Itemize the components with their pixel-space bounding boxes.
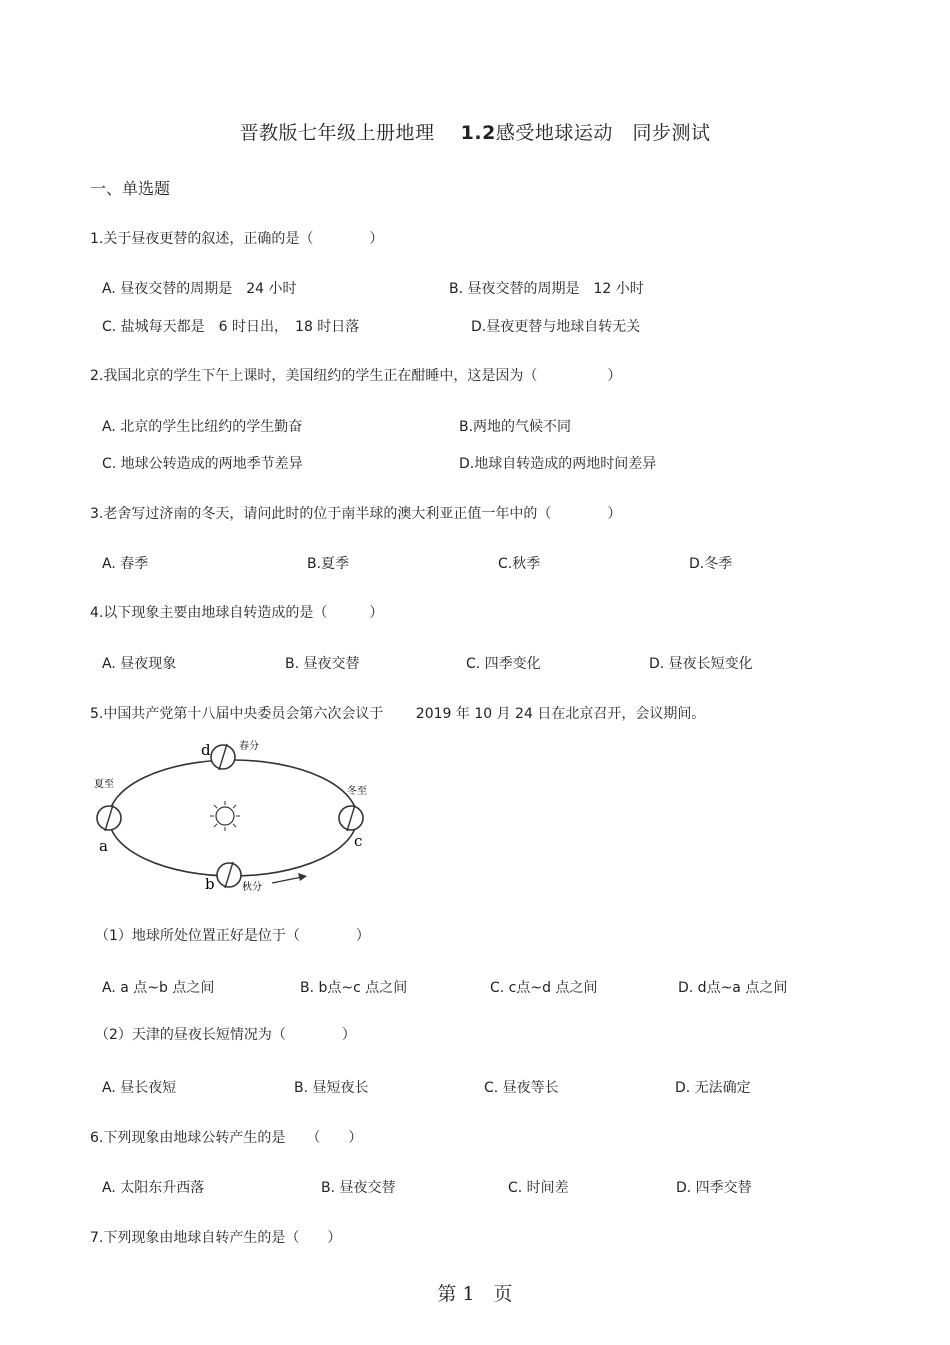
earth-orbit-diagram <box>88 732 388 897</box>
section-heading: 一、单选题 <box>90 179 171 198</box>
label-a: a <box>99 837 108 855</box>
question-2: 2.我国北京的学生下午上课时，美国纽约的学生正在酣睡中，这是因为（ ） <box>90 368 622 384</box>
q1-option-d: D.昼夜更替与地球自转无关 <box>471 319 641 335</box>
title-text: 晋教版七年级上册地理 <box>239 122 435 144</box>
label-c: c <box>354 832 363 850</box>
q5-sub1-option-d: D. d点~a 点之间 <box>678 980 788 996</box>
page-number: 第 1 页 <box>437 1283 513 1305</box>
q4-option-b: B. 昼夜交替 <box>285 656 360 672</box>
q1-option-b: B. 昼夜交替的周期是 12 小时 <box>449 281 644 297</box>
earth-position-d <box>211 744 235 770</box>
question-1: 1.关于昼夜更替的叙述，正确的是（ ） <box>90 231 384 247</box>
label-spring: 春分 <box>239 741 259 752</box>
title-suffix: 同步测试 <box>632 122 711 144</box>
label-winter: 冬至 <box>347 786 367 797</box>
q5-sub2-option-d: D. 无法确定 <box>675 1080 751 1096</box>
q4-option-d: D. 昼夜长短变化 <box>649 656 753 672</box>
earth-position-a <box>97 805 121 831</box>
q6-option-a: A. 太阳东升西落 <box>102 1180 205 1196</box>
title-topic: 感受地球运动 <box>495 122 613 144</box>
label-summer: 夏至 <box>94 779 114 790</box>
q6-option-c: C. 时间差 <box>508 1180 569 1196</box>
q6-option-d: D. 四季交替 <box>676 1180 752 1196</box>
q5-sub2-option-b: B. 昼短夜长 <box>294 1080 369 1096</box>
q5-sub2-option-a: A. 昼长夜短 <box>102 1080 177 1096</box>
q5-sub1: （1）地球所处位置正好是位于（ ） <box>95 928 370 944</box>
q2-option-a: A. 北京的学生比纽约的学生勤奋 <box>102 419 303 435</box>
q3-option-b: B.夏季 <box>307 556 350 572</box>
earth-position-b <box>217 862 241 888</box>
q3-option-d: D.冬季 <box>689 556 733 572</box>
title-number: 1.2 <box>460 122 496 144</box>
q2-option-b: B.两地的气候不同 <box>459 419 572 435</box>
label-b: b <box>205 875 215 893</box>
question-5: 5.中国共产党第十八届中央委员会第六次会议于 2019 年 10 月 24 日在北京召开，会议期间。 <box>90 706 706 722</box>
label-d: d <box>201 741 211 759</box>
question-4: 4.以下现象主要由地球自转造成的是（ ） <box>90 605 384 621</box>
q1-option-a: A. 昼夜交替的周期是 24 小时 <box>102 281 297 297</box>
q5-sub2-option-c: C. 昼夜等长 <box>484 1080 559 1096</box>
orbit-ellipse <box>109 760 357 876</box>
q6-option-b: B. 昼夜交替 <box>321 1180 396 1196</box>
question-3: 3.老舍写过济南的冬天，请问此时的位于南半球的澳大利亚正值一年中的（ ） <box>90 506 622 522</box>
q1-option-c: C. 盐城每天都是 6 时日出， 18 时日落 <box>102 319 360 335</box>
q3-option-c: C.秋季 <box>498 556 541 572</box>
q5-sub1-option-c: C. c点~d 点之间 <box>490 980 598 996</box>
sun-icon <box>210 801 240 831</box>
document-title <box>0 118 950 145</box>
q5-sub2: （2）天津的昼夜长短情况为（ ） <box>95 1027 356 1043</box>
orbit-direction-arrow <box>272 873 307 883</box>
q2-option-c: C. 地球公转造成的两地季节差异 <box>102 456 303 472</box>
q4-option-c: C. 四季变化 <box>466 656 541 672</box>
question-6: 6.下列现象由地球公转产生的是 （ ） <box>90 1130 363 1146</box>
question-7: 7.下列现象由地球自转产生的是（ ） <box>90 1230 342 1246</box>
q5-sub1-option-a: A. a 点~b 点之间 <box>102 980 215 996</box>
q2-option-d: D.地球自转造成的两地时间差异 <box>459 456 657 472</box>
q4-option-a: A. 昼夜现象 <box>102 656 177 672</box>
q3-option-a: A. 春季 <box>102 556 149 572</box>
earth-position-c <box>339 805 363 831</box>
q5-sub1-option-b: B. b点~c 点之间 <box>300 980 408 996</box>
label-autumn: 秋分 <box>242 882 262 893</box>
